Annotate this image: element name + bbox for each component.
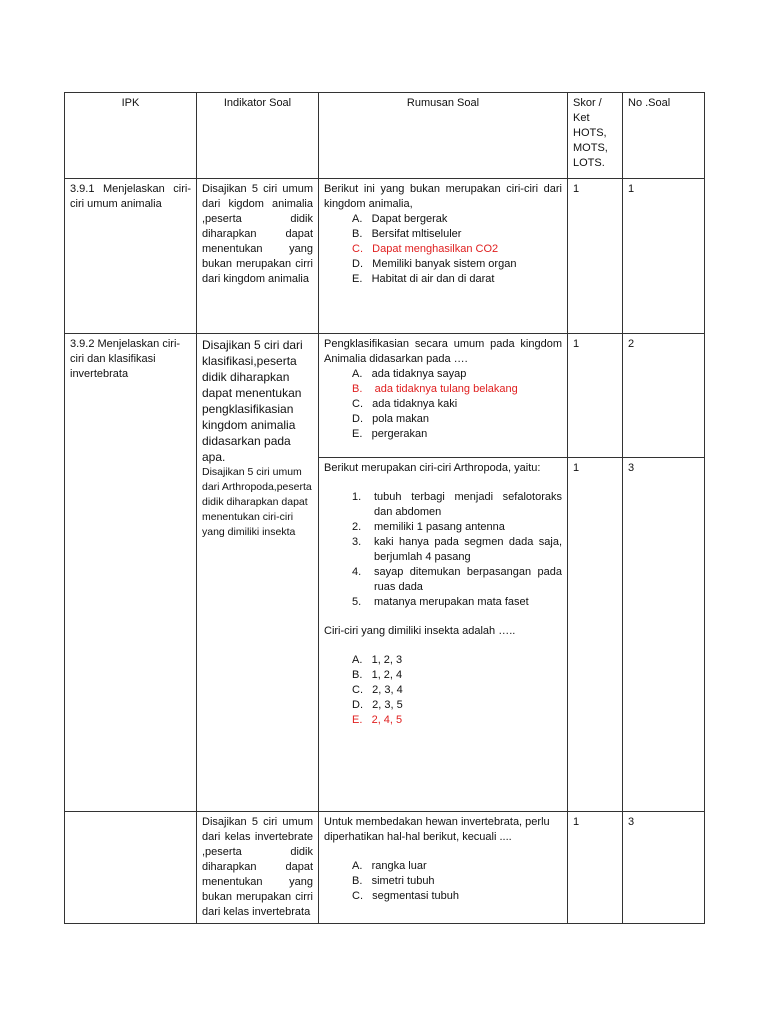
option-item: A. Dapat bergerak: [352, 213, 448, 225]
header-row: [65, 93, 705, 179]
table-row: [65, 812, 705, 924]
option-item: C. 2, 3, 4: [352, 684, 403, 696]
statement-item: 5. matanya merupakan mata faset: [352, 596, 529, 608]
option-item: C. segmentasi tubuh: [352, 890, 460, 902]
option-item: D. 2, 3, 5: [352, 699, 403, 711]
rumusan-cell: [319, 812, 568, 924]
ipk-cell: 3.9.1 Menjelaskan ciri-ciri umum animalia: [65, 179, 197, 334]
header-skor: Skor / Ket HOTS, MOTS, LOTS.: [568, 93, 623, 179]
rumusan-cell: [319, 458, 568, 812]
score-cell: 1: [568, 334, 623, 458]
rumusan-cell: [319, 179, 568, 334]
header-ipk: IPK: [65, 93, 197, 179]
statement-item: 1. tubuh terbagi menjadi sefalotoraks dan abdomen: [352, 491, 562, 518]
statement-item: 3. kaki hanya pada segmen dada saja, berjumlah 4 pasang: [352, 536, 562, 563]
option-item: A. ada tidaknya sayap: [352, 368, 467, 380]
option-item: D. Memiliki banyak sistem organ: [352, 258, 517, 270]
question-text: Untuk membedakan hewan invertebrata, perlu diperhatikan hal-hal berikut, kecuali ....: [324, 816, 550, 843]
option-item-answer: E. 2, 4, 5: [352, 714, 403, 726]
ipk-cell: [65, 812, 197, 924]
header-rumusan: Rumusan Soal: [319, 93, 568, 179]
option-item-answer: B. ada tidaknya tulang belakang: [352, 383, 518, 395]
subquestion-text: Ciri-ciri yang dimiliki insekta adalah …..: [324, 625, 516, 637]
option-item: B. Bersifat mltiseluler: [352, 228, 462, 240]
table-row: [65, 334, 705, 458]
indikator-text: Disajikan 5 ciri dari klasifikasi,peserta didik diharapkan dapat menentukan pengklasifikasian kingdom animalia didasarkan pada apa.: [202, 338, 303, 464]
option-item-answer: C. Dapat menghasilkan CO2: [352, 243, 499, 255]
option-item: B. 1, 2, 4: [352, 669, 403, 681]
option-item: E. Habitat di air dan di darat: [352, 273, 495, 285]
option-item: E. pergerakan: [352, 428, 428, 440]
header-indikator: Indikator Soal: [197, 93, 319, 179]
indikator-cell: Disajikan 5 ciri umum dari kigdom animalia ,peserta didik diharapkan dapat menentukan yang bukan merupakan cirri dari kingdom animalia: [197, 179, 319, 334]
table-row: [65, 179, 705, 334]
option-item: B. simetri tubuh: [352, 875, 435, 887]
option-item: C. ada tidaknya kaki: [352, 398, 458, 410]
question-grid-table: [64, 92, 705, 924]
question-text: Pengklasifikasian secara umum pada kingdom Animalia didasarkan pada ….: [324, 338, 562, 365]
score-cell: 1: [568, 812, 623, 924]
no-cell: 3: [623, 812, 705, 924]
question-text: Berikut ini yang bukan merupakan ciri-ciri dari kingdom animalia,: [324, 183, 562, 210]
question-text: Berikut merupakan ciri-ciri Arthropoda, yaitu:: [324, 462, 541, 474]
statement-item: 4. sayap ditemukan berpasangan pada ruas dada: [352, 566, 562, 593]
rumusan-cell: [319, 334, 568, 458]
statement-item: 2. memiliki 1 pasang antenna: [352, 521, 505, 533]
option-item: A. 1, 2, 3: [352, 654, 403, 666]
score-cell: 1: [568, 458, 623, 812]
no-cell: 2: [623, 334, 705, 458]
indikator-cell: [197, 334, 319, 812]
indikator-cell: Disajikan 5 ciri umum dari kelas invertebrate ,peserta didik diharapkan dapat menentukan yang bukan merupakan cirri dari kelas invertebrata: [197, 812, 319, 924]
option-item: A. rangka luar: [352, 860, 427, 872]
ipk-cell: 3.9.2 Menjelaskan ciri-ciri dan klasifikasi invertebrata: [65, 334, 197, 812]
no-cell: 3: [623, 458, 705, 812]
no-cell: 1: [623, 179, 705, 334]
header-no: No .Soal: [623, 93, 705, 179]
score-cell: 1: [568, 179, 623, 334]
indikator-text: Disajikan 5 ciri umum dari Arthropoda,peserta didik diharapkan dapat menentukan ciri-ciri yang dimiliki insekta: [202, 466, 312, 538]
option-item: D. pola makan: [352, 413, 430, 425]
